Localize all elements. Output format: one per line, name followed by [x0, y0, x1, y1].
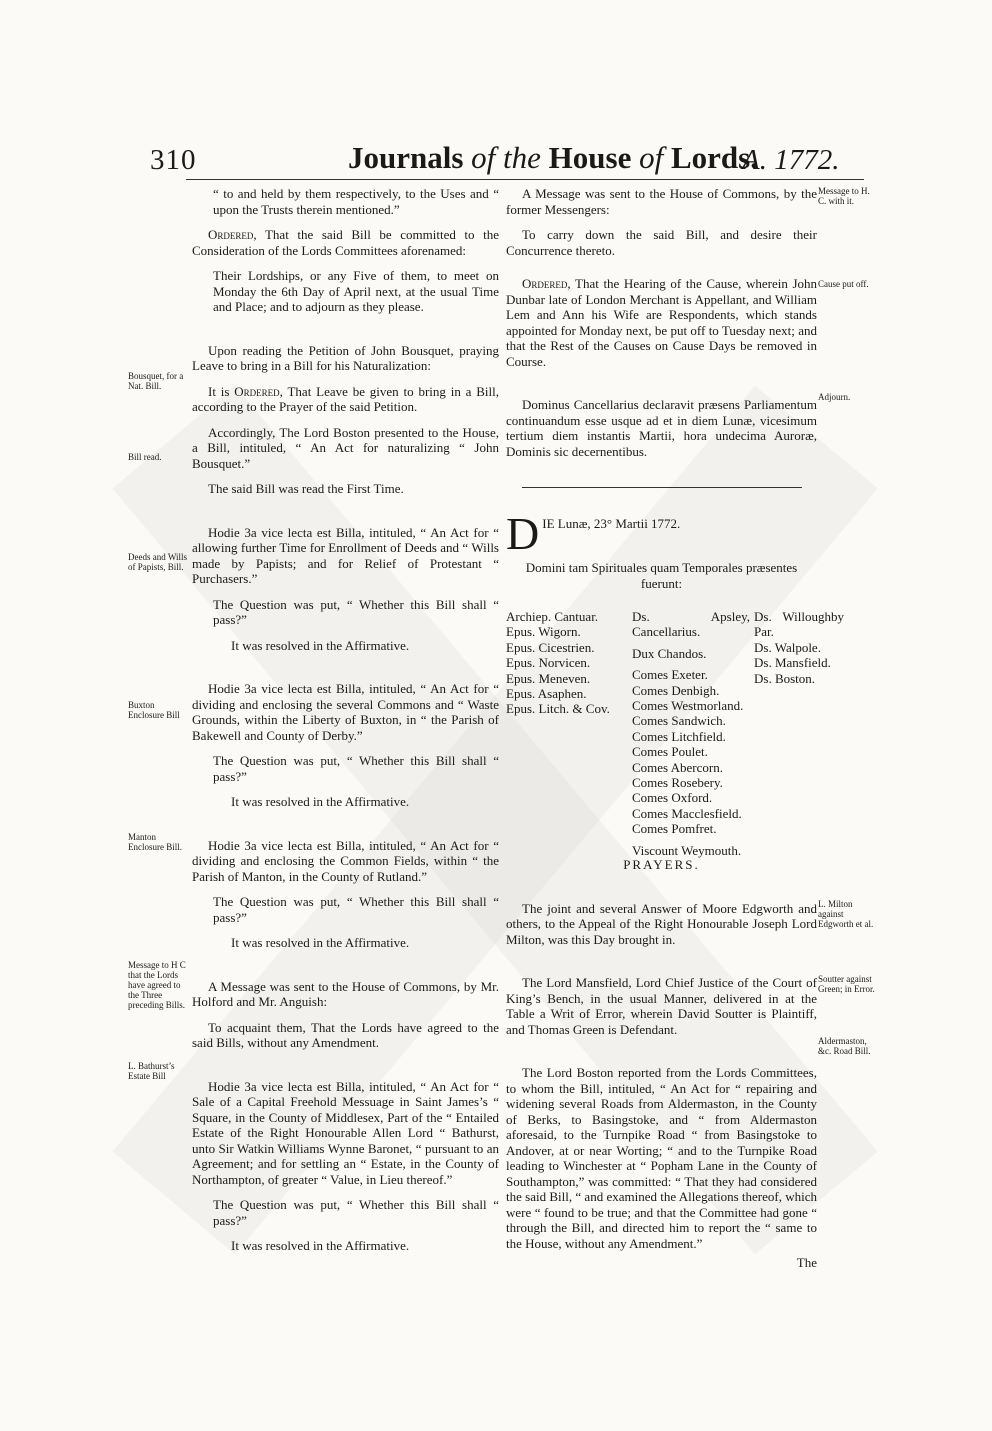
lord-name: Ds. Mansfield. [754, 655, 831, 671]
paragraph-resolved: It was resolved in the Affirmative. [231, 794, 410, 809]
lord-name: Ds. Apsley, Cancellarius. [632, 609, 750, 640]
paragraph-lordships-meet: Their Lordships, or any Five of them, to meet on Monday the 6th Day of April next, at the usual Time and Place; and to adjourn as they please. [213, 268, 499, 314]
lord-name: Epus. Cicestrien. [506, 639, 595, 655]
title-of: of [639, 140, 664, 175]
margin-note-bousquet: Bousquet, for a Nat. Bill. [128, 371, 184, 391]
lord-name: Viscount Weymouth. [632, 842, 742, 858]
margin-note-buxton: Buxton Enclosure Bill [128, 700, 180, 720]
paragraph-manton-bill: Hodie 3a vice lecta est Billa, intituled, “ An Act for “ dividing and enclosing the Common Fields, within “ the Parish of Manton, in the County of Rutland.” [192, 837, 499, 884]
lords-present-list [506, 609, 844, 858]
leave-text: That Leave be given to bring in a Bill, according to the Prayer of the said Petition. [192, 383, 499, 414]
spiritual-lords [506, 609, 626, 717]
date-text: IE Lunæ, 23° Martii 1772. [542, 516, 681, 531]
margin-note-deeds: Deeds and Wills of Papists, Bill. [128, 552, 187, 572]
temporal-lords [632, 609, 750, 858]
lord-name: Comes Denbigh. [632, 682, 720, 698]
ordered-text: That the said Bill be committed to the Consideration of the Lords Committees aforenamed: [192, 227, 499, 258]
paragraph-buxton-bill: Hodie 3a vice lecta est Billa, intituled, “ An Act for “ dividing and enclosing the several Commons and “ Waste Grounds, within the Liberty of Buxton, in “ the Parish of Bakewell and County of Derby.” [192, 681, 499, 743]
title-house: House [548, 140, 632, 175]
paragraph-aldermaston-report: The Lord Boston reported from the Lords Committees, to whom the Bill, intituled, “ An Act for “ repairing and widening several Roads from Aldermaston, in the County of Berks, to Basingstoke, and “ from Aldermaston aforesaid, to the Turnpike Road “ from Basingstoke to Andover, at or near Worting; “ and to the Turnpike Road leading to Winchester at “ Popham Lane in the County of Southampton,” was committed: “ That they had considered the said Bill, “ and examined the Allegations thereof, which were “ found to be true; and that the Committee had gone “ through the Bill, and directed him to report the “ same to the House, without any Amendment.” [506, 1065, 817, 1251]
page-year: A. 1772. [742, 144, 840, 176]
lord-name: Comes Rosebery. [632, 775, 723, 791]
ordered-label: Ordered, [522, 276, 571, 291]
lord-name: Epus. Norvicen. [506, 655, 591, 671]
paragraph-bousquet-leave [192, 384, 499, 415]
lord-name: Dux Chandos. [632, 645, 707, 661]
paragraph-carry-down: To carry down the said Bill, and desire their Concurrence thereto. [506, 227, 817, 258]
paragraph-milton-answer: The joint and several Answer of Moore Edgworth and others, to the Appeal of the Right Honourable Joseph Lord Milton, was this Day brought in. [506, 900, 817, 947]
paragraph-question: The Question was put, “ Whether this Bill shall “ pass?” [213, 753, 499, 784]
lord-name: Epus. Litch. & Cov. [506, 701, 610, 717]
lord-name: Comes Litchfield. [632, 728, 726, 744]
ordered-label: Ordered, [208, 227, 257, 242]
drop-cap: D [506, 508, 540, 559]
paragraph-message-commons: A Message was sent to the House of Commons, by Mr. Holford and Mr. Anguish: [192, 978, 499, 1009]
paragraph-deeds-bill: Hodie 3a vice lecta est Billa, intituled, “ An Act for “ allowing further Time for Enrollment of Deeds and “ Wills made by Papists; and for Relief of Protestant “ Purchasers.” [192, 524, 499, 586]
catchword: The [796, 1255, 817, 1270]
margin-note-cause-put-off: Cause put off. [818, 279, 869, 289]
paragraph-bathurst-bill: Hodie 3a vice lecta est Billa, intituled, “ An Act for “ Sale of a Capital Freehold Messuage in Saint James’s “ Square, in the County of Middlesex, Part of the “ Entailed Estate of the Right Honourable Allen Lord “ Bathurst, unto Sir Watkin Williams Wynne Baronet, “ pursuant to an Agreement; and for settling an “ Estate, in the County of Northampton, of greater “ Value, in Lieu thereof.” [192, 1078, 499, 1187]
paragraph-question: The Question was put, “ Whether this Bill shall “ pass?” [213, 894, 499, 925]
page-number: 310 [150, 144, 197, 176]
lord-name: Comes Poulet. [632, 744, 708, 760]
paragraph-adjournment: Dominus Cancellarius declaravit præsens Parliamentum continuandum esse usque ad et in diem Lunæ, vicesimum tertium diem instantis Martii, hora undecima Auroræ, Dominis sic decernentibus. [506, 397, 817, 459]
it-is-text: It is [208, 383, 235, 399]
paragraph-ordered-hearing [506, 276, 817, 369]
paragraph-bousquet-petition: Upon reading the Petition of John Bousquet, praying Leave to bring in a Bill for his Naturalization: [192, 342, 499, 373]
lord-name: Comes Oxford. [632, 790, 713, 806]
paragraph-resolved: It was resolved in the Affirmative. [231, 1238, 410, 1253]
lord-name: Comes Sandwich. [632, 713, 726, 729]
lords-present-heading: Domini tam Spirituales quam Temporales præsentes fuerunt: [525, 560, 798, 591]
paragraph-question: The Question was put, “ Whether this Bill shall “ pass?” [213, 596, 499, 627]
paragraph-resolved: It was resolved in the Affirmative. [231, 935, 410, 950]
paragraph-bousquet-presented: Accordingly, The Lord Boston presented to the House, a Bill, intituled, “ An Act for naturalizing “ John Bousquet.” [192, 424, 499, 471]
lord-name: Comes Westmorland. [632, 698, 744, 714]
title-journals: Journals [348, 140, 464, 175]
title-of-the: of the [471, 140, 541, 175]
ordered-label: Ordered, [234, 383, 283, 399]
paragraph-question: The Question was put, “ Whether this Bill shall “ pass?” [213, 1197, 499, 1228]
margin-note-soutter: Soutter against Green; in Error. [818, 974, 875, 994]
margin-note-adjourn: Adjourn. [818, 392, 851, 402]
barons [754, 609, 844, 686]
header-rule [186, 179, 864, 180]
lord-name: Comes Macclesfield. [632, 805, 742, 821]
prayers-heading: PRAYERS. [623, 857, 700, 872]
paragraph-writ-of-error: The Lord Mansfield, Lord Chief Justice of the Court of King’s Bench, in the usual Manner, delivered in at the Table a Writ of Error, wherein David Soutter is Plaintiff, and Thomas Green is Defendant. [506, 975, 817, 1037]
paragraph-uses-trusts: “ to and held by them respectively, to the Uses and “ upon the Trusts therein mentioned.” [213, 186, 499, 217]
lord-name: Comes Pomfret. [632, 821, 717, 837]
title-lords: Lords. [670, 140, 758, 175]
paragraph-acquaint: To acquaint them, That the Lords have agreed to the said Bills, without any Amendment. [192, 1019, 499, 1050]
margin-note-message: Message to H C that the Lords have agreed to the Three preceding Bills. [128, 960, 186, 1010]
margin-note-manton: Manton Enclosure Bill. [128, 832, 182, 852]
margin-note-message-hc: Message to H. C. with it. [818, 186, 870, 206]
margin-note-aldermaston: Aldermaston, &c. Road Bill. [818, 1036, 871, 1056]
hearing-text: That the Hearing of the Cause, wherein John Dunbar late of London Merchant is Appellant, and William Lem and Ann his Wife are Respondents, which stands appointed for Monday next, be put off to Tuesday next; and that the Rest of the Causes on Cause Days be removed in Course. [506, 276, 817, 369]
lord-name: Archiep. Cantuar. [506, 609, 599, 624]
paragraph-ordered-committed [192, 227, 499, 258]
lord-name: Ds. Willoughby Par. [754, 609, 844, 640]
left-column [192, 186, 499, 1254]
date-heading [506, 508, 817, 559]
lord-name: Epus. Meneven. [506, 670, 591, 686]
lord-name: Ds. Boston. [754, 670, 816, 686]
lord-name: Ds. Walpole. [754, 639, 821, 655]
paragraph-resolved: It was resolved in the Affirmative. [231, 637, 410, 653]
paragraph-message-former: A Message was sent to the House of Commons, by the former Messengers: [506, 186, 817, 217]
margin-note-milton: L. Milton against Edgworth et al. [818, 899, 874, 929]
margin-note-bill-read: Bill read. [128, 452, 162, 462]
lord-name: Comes Abercorn. [632, 759, 723, 775]
paragraph-first-time: The said Bill was read the First Time. [208, 481, 404, 496]
margin-note-bathurst: L. Bathurst’s Estate Bill [128, 1061, 175, 1081]
lord-name: Epus. Asaphen. [506, 686, 587, 702]
page-title [348, 140, 758, 176]
lord-name: Comes Exeter. [632, 667, 708, 683]
lord-name: Epus. Wigorn. [506, 624, 581, 640]
